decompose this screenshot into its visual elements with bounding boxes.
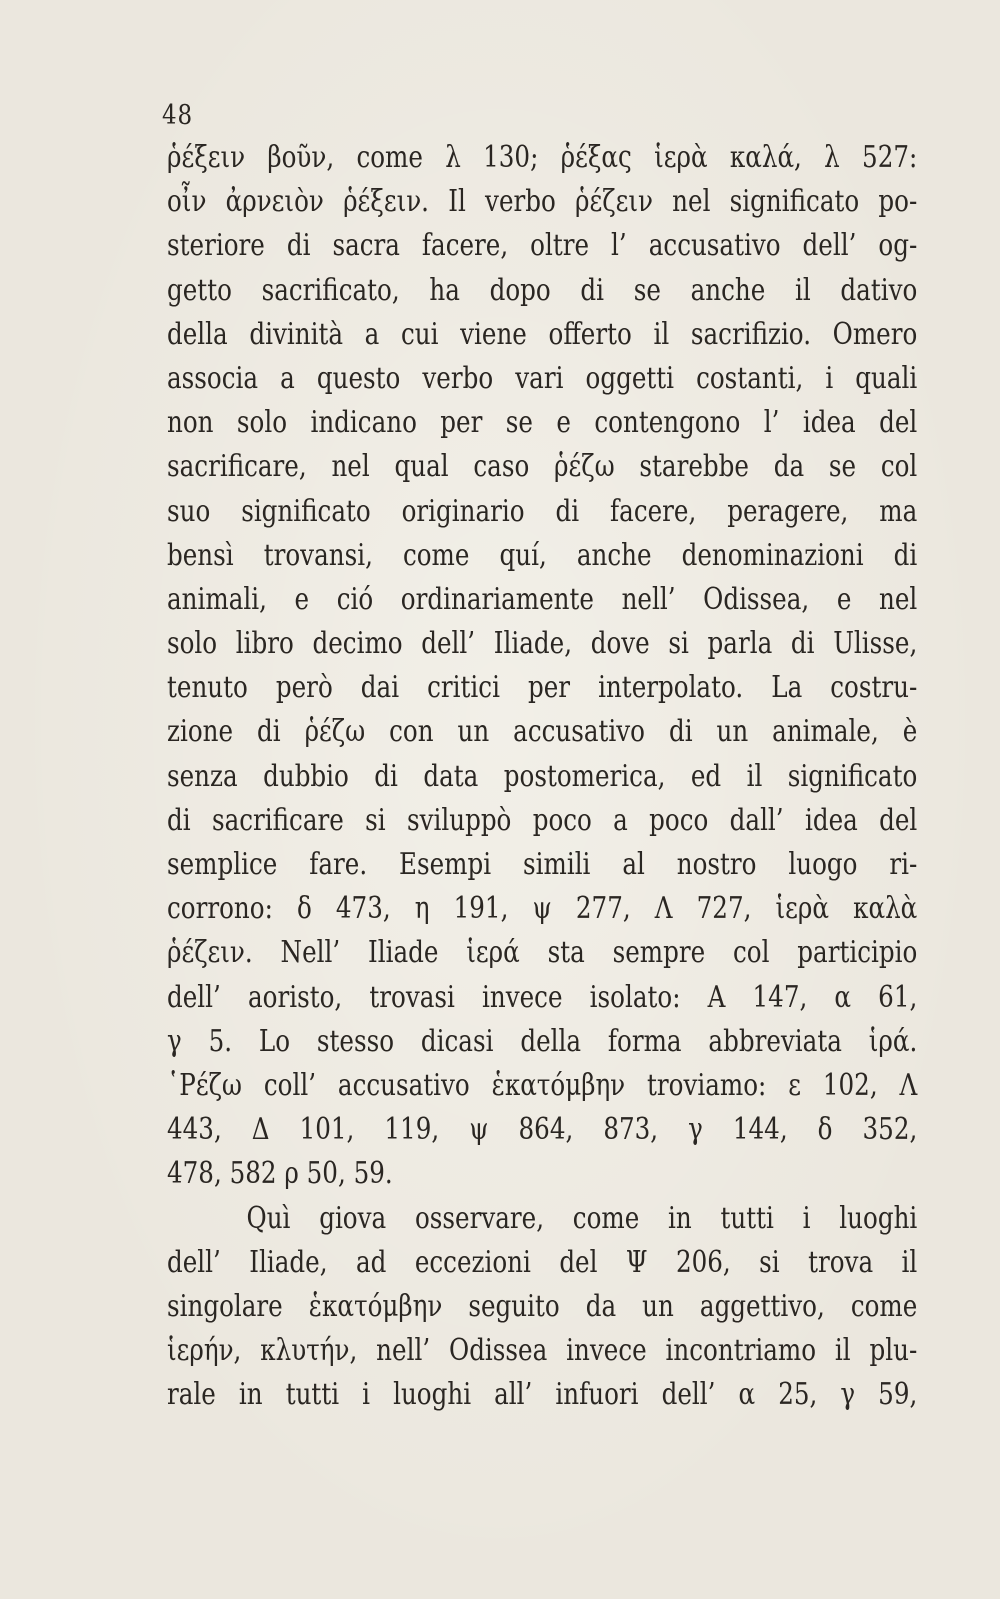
text-line: dell’ Iliade, ad eccezioni del Ψ 206, si trova il — [167, 1244, 918, 1280]
text-line: suo significato originario di facere, peragere, ma — [167, 493, 918, 529]
text-line: ῥέξειν βοῦν, come λ 130; ῥέξας ἱερὰ καλά, λ 527: — [167, 140, 918, 175]
text-line: di sacrificare si sviluppò poco a poco dall’ idea del — [167, 802, 918, 838]
text-line: non solo indicano per se e contengono l’ idea del — [167, 405, 918, 441]
text-line: Quì giova osservare, come in tutti i luoghi — [246, 1200, 918, 1236]
text-line: singolare ἑκατόμβην seguito da un aggettivo, come — [167, 1288, 918, 1324]
text-line: associa a questo verbo vari oggetti costanti, i quali — [167, 360, 918, 396]
text-line: corrono: δ 473, η 191, ψ 277, Λ 727, ἱερὰ καλὰ — [167, 891, 918, 927]
text-line: senza dubbio di data postomerica, ed il significato — [167, 758, 918, 794]
text-line: semplice fare. Esempi simili al nostro luogo ri- — [167, 847, 918, 882]
text-line: sacrificare, nel qual caso ῥέζω starebbe da se col — [167, 449, 918, 485]
text-line: 478, 582 ρ 50, 59. — [167, 1156, 393, 1192]
page-number: 48 — [162, 100, 193, 131]
text-line: οἶν ἀρνειὸν ῥέξειν. Il verbo ῥέζειν nel significato po- — [167, 184, 918, 220]
text-line: dell’ aoristo, trovasi invece isolato: Α 147, α 61, — [167, 979, 918, 1015]
text-line: rale in tutti i luoghi all’ infuori dell’ α 25, γ 59, — [167, 1377, 918, 1413]
text-line: γ 5. Lo stesso dicasi della forma abbreviata ἱρά. — [167, 1023, 918, 1059]
text-line: solo libro decimo dell’ Iliade, dove si parla di Ulisse, — [167, 626, 918, 662]
text-line: ῥέζειν. Nell’ Iliade ἱερά sta sempre col participio — [167, 935, 918, 971]
text-line: animali, e ció ordinariamente nell’ Odissea, e nel — [167, 581, 918, 617]
text-line: della divinità a cui viene offerto il sacrifizio. Omero — [167, 316, 918, 352]
text-line: bensì trovansi, come quí, anche denominazioni di — [167, 537, 918, 573]
body-text — [167, 136, 917, 1417]
text-line: 443, Δ 101, 119, ψ 864, 873, γ 144, δ 352, — [167, 1112, 918, 1148]
text-line: steriore di sacra facere, oltre l’ accusativo dell’ og- — [167, 228, 918, 264]
text-line: tenuto però dai critici per interpolato. La costru- — [167, 670, 918, 706]
text-line: ἱερήν, κλυτήν, nell’ Odissea invece incontriamo il plu- — [167, 1333, 918, 1369]
text-line: getto sacrificato, ha dopo di se anche il dativo — [167, 272, 918, 308]
text-line: ῾Ρέζω coll’ accusativo ἑκατόμβην troviamo: ε 102, Λ — [167, 1067, 918, 1103]
text-line: zione di ῥέζω con un accusativo di un animale, è — [167, 714, 918, 750]
